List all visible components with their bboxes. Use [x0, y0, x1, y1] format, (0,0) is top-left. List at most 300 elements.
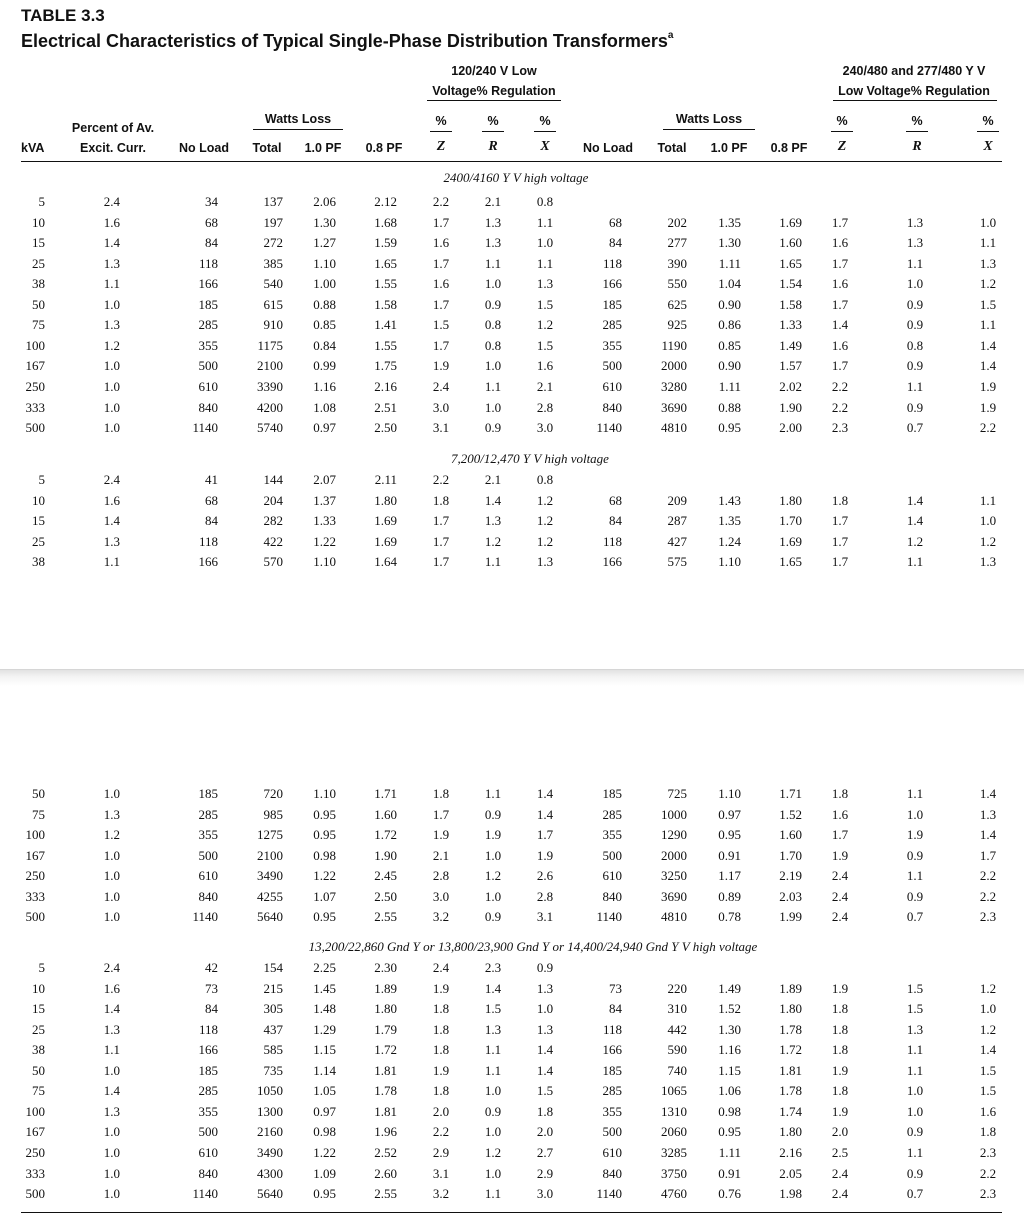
cell-kva: 333	[25, 399, 45, 415]
cell-z-l: 2.0	[432, 1103, 450, 1119]
cell-kva: 75	[32, 1083, 45, 1099]
cell-total-l: 197	[263, 214, 283, 230]
cell-x-l: 1.7	[536, 827, 554, 843]
cell-total-r: 202	[667, 214, 687, 230]
cell-kva: 333	[25, 1165, 45, 1181]
cell-pf08-l: 1.81	[374, 1103, 397, 1119]
cell-total-l: 5640	[257, 909, 283, 925]
cell-total-r: 2000	[661, 358, 687, 374]
cell-noload-r: 166	[602, 554, 622, 570]
cell-r-r: 0.7	[906, 420, 924, 436]
watts-loss-left-underline	[253, 129, 343, 130]
cell-r-r: 1.1	[906, 1042, 924, 1058]
cell-x-l: 1.2	[536, 317, 554, 333]
cell-total-l: 2100	[257, 358, 283, 374]
cell-r-r: 1.4	[906, 513, 924, 529]
cell-pf08-r: 1.71	[779, 786, 802, 801]
cell-pf10-r: 0.98	[718, 1103, 741, 1119]
cell-r-r: 0.9	[906, 399, 924, 415]
cell-r-l: 1.0	[484, 358, 502, 374]
cell-pf08-l: 2.11	[374, 472, 397, 487]
cell-z-l: 3.0	[432, 888, 450, 904]
cell-x-r: 1.5	[979, 296, 997, 312]
cell-pf10-l: 1.05	[313, 1083, 336, 1099]
cell-pf10-l: 1.45	[313, 980, 336, 996]
cell-x-r: 1.2	[979, 1021, 997, 1037]
cell-noload-l: 73	[205, 980, 218, 996]
cell-kva: 250	[25, 379, 45, 394]
cell-z-l: 1.8	[432, 1021, 450, 1037]
cell-x-l: 0.9	[536, 960, 554, 975]
cell-pf08-l: 2.55	[374, 909, 397, 925]
cell-z-l: 2.9	[432, 1145, 450, 1160]
cell-noload-r: 355	[602, 337, 622, 353]
cell-pf10-r: 1.10	[718, 786, 741, 801]
cell-kva: 5	[38, 194, 45, 209]
cell-x-r: 1.3	[979, 806, 997, 822]
cell-pf10-l: 0.85	[313, 317, 336, 333]
cell-pf10-l: 0.97	[313, 420, 336, 436]
cell-total-l: 5640	[257, 1186, 283, 1201]
cell-pf08-l: 2.55	[374, 1186, 397, 1201]
cell-pf08-r: 1.80	[779, 1001, 802, 1017]
col-pf10-left: 1.0 PF	[304, 141, 342, 155]
cell-excit: 1.6	[103, 980, 120, 996]
cell-z-l: 1.7	[432, 296, 450, 312]
cell-z-r: 1.7	[831, 827, 849, 843]
cell-total-r: 740	[667, 1062, 687, 1078]
cell-noload-r: 185	[602, 296, 622, 312]
cell-z-l: 1.7	[432, 554, 450, 570]
cell-pf08-l: 1.75	[374, 358, 397, 374]
cell-kva: 75	[32, 317, 45, 333]
cell-r-r: 1.1	[906, 1145, 924, 1160]
cell-noload-r: 1140	[596, 420, 622, 436]
cell-x-l: 3.0	[536, 1186, 554, 1201]
cell-z-r: 1.8	[831, 492, 849, 508]
cell-pf10-l: 1.10	[313, 786, 336, 801]
cell-z-l: 3.0	[432, 399, 450, 415]
cell-z-l: 3.2	[432, 909, 450, 925]
cell-pf08-l: 1.79	[374, 1021, 397, 1037]
percent-av-line1: Percent of Av.	[71, 121, 155, 135]
cell-pf10-r: 1.24	[718, 533, 741, 549]
cell-pf08-r: 1.99	[779, 909, 802, 925]
cell-x-r: 1.9	[979, 399, 997, 415]
cell-excit: 1.3	[103, 1103, 120, 1119]
percent-r-right: %	[911, 114, 923, 128]
cell-total-l: 735	[263, 1062, 283, 1078]
cell-x-r: 2.2	[979, 1165, 997, 1181]
cell-x-r: 1.7	[979, 847, 997, 863]
cell-noload-l: 166	[198, 554, 218, 570]
cell-z-l: 1.8	[432, 492, 450, 508]
cell-noload-l: 610	[198, 1145, 218, 1160]
cell-excit: 1.0	[103, 296, 120, 312]
cell-r-l: 1.4	[484, 492, 502, 508]
cell-z-r: 1.7	[831, 513, 849, 529]
cell-z-l: 1.7	[432, 337, 450, 353]
cell-pf08-l: 1.69	[374, 513, 397, 529]
footnote-marker: a	[667, 30, 674, 41]
cell-x-l: 1.4	[536, 806, 554, 822]
cell-total-r: 2000	[661, 847, 687, 863]
cell-pf10-r: 0.95	[718, 420, 741, 436]
cell-pf10-r: 0.95	[718, 827, 741, 843]
cell-total-l: 2100	[257, 847, 283, 863]
cell-total-r: 1000	[661, 806, 687, 822]
cell-x-r: 1.1	[979, 317, 997, 333]
cell-x-l: 1.2	[536, 513, 554, 529]
cell-r-l: 1.2	[484, 868, 502, 884]
cell-x-r: 1.4	[979, 358, 997, 374]
cell-z-l: 2.2	[432, 1124, 450, 1140]
cell-excit: 1.0	[103, 379, 120, 394]
cell-r-l: 1.2	[484, 1145, 502, 1160]
col-z-right: Z	[837, 139, 847, 154]
cell-noload-l: 118	[198, 1021, 218, 1037]
col-z-left: Z	[436, 139, 446, 154]
cell-noload-r: 166	[602, 1042, 622, 1058]
cell-z-r: 1.4	[831, 317, 849, 333]
cell-noload-l: 610	[198, 868, 218, 884]
cell-kva: 333	[25, 888, 45, 904]
cell-r-r: 1.0	[906, 1103, 924, 1119]
cell-pf08-r: 2.02	[779, 379, 802, 394]
cell-pf08-l: 1.55	[374, 337, 397, 353]
cell-z-r: 1.9	[831, 1062, 849, 1078]
cell-total-r: 625	[667, 296, 687, 312]
cell-r-l: 1.3	[484, 214, 502, 230]
cell-noload-l: 84	[205, 513, 218, 529]
cell-pf10-r: 0.90	[718, 296, 741, 312]
cell-total-r: 4760	[661, 1186, 687, 1201]
cell-noload-l: 355	[198, 1103, 218, 1119]
cell-z-l: 1.7	[432, 214, 450, 230]
cell-total-l: 215	[263, 980, 283, 996]
cell-x-r: 1.0	[979, 214, 997, 230]
cell-kva: 167	[25, 847, 45, 863]
percent-x-left: %	[539, 114, 551, 128]
cell-total-l: 272	[263, 235, 283, 251]
cell-z-r: 1.7	[831, 255, 849, 271]
cell-pf08-l: 1.72	[374, 827, 397, 843]
cell-r-l: 2.1	[484, 472, 502, 487]
cell-pf08-l: 1.89	[374, 980, 397, 996]
cell-pf10-l: 1.10	[313, 554, 336, 570]
cell-x-l: 1.3	[536, 276, 554, 292]
cell-excit: 1.0	[103, 1124, 120, 1140]
cell-total-r: 1190	[661, 337, 687, 353]
cell-r-l: 2.1	[484, 194, 502, 209]
cell-x-r: 2.3	[979, 1186, 997, 1201]
cell-pf10-l: 0.99	[313, 358, 336, 374]
cell-r-l: 0.8	[484, 337, 502, 353]
cell-pf10-l: 0.95	[313, 806, 336, 822]
cell-pf08-r: 1.60	[779, 235, 802, 251]
cell-total-r: 3750	[661, 1165, 687, 1181]
cell-x-l: 2.8	[536, 399, 554, 415]
cell-total-r: 1290	[661, 827, 687, 843]
cell-pf08-r: 2.19	[779, 868, 802, 884]
cell-total-r: 925	[667, 317, 687, 333]
cell-z-l: 1.9	[432, 1062, 450, 1078]
cell-z-l: 1.7	[432, 255, 450, 271]
cell-total-r: 1065	[661, 1083, 687, 1099]
cell-kva: 15	[32, 513, 45, 529]
cell-x-r: 1.2	[979, 980, 997, 996]
cell-z-l: 1.7	[432, 806, 450, 822]
cell-noload-l: 500	[198, 847, 218, 863]
cell-z-l: 1.8	[432, 1042, 450, 1058]
cell-r-l: 0.9	[484, 1103, 502, 1119]
cell-total-l: 4200	[257, 399, 283, 415]
cell-total-r: 3690	[661, 399, 687, 415]
cell-r-r: 0.9	[906, 888, 924, 904]
cell-x-r: 1.3	[979, 554, 997, 570]
cell-noload-l: 840	[198, 888, 218, 904]
group-240-underline	[833, 100, 997, 101]
cell-noload-r: 285	[602, 806, 622, 822]
cell-z-r: 1.9	[831, 1103, 849, 1119]
cell-total-l: 3390	[257, 379, 283, 394]
cell-excit: 1.2	[103, 827, 120, 843]
cell-z-l: 1.6	[432, 235, 450, 251]
col-pf08-left: 0.8 PF	[365, 141, 403, 155]
table-label: TABLE 3.3	[21, 6, 105, 25]
cell-total-l: 305	[263, 1001, 283, 1017]
cell-pf08-r: 1.57	[779, 358, 802, 374]
cell-noload-r: 355	[602, 827, 622, 843]
percent-r-left: %	[487, 114, 499, 128]
cell-total-l: 3490	[257, 868, 283, 884]
cell-pf08-r: 1.81	[779, 1062, 802, 1078]
watts-loss-right: Watts Loss	[675, 112, 743, 126]
cell-z-l: 3.2	[432, 1186, 450, 1201]
cell-z-l: 1.8	[432, 1001, 450, 1017]
cell-r-l: 1.0	[484, 399, 502, 415]
cell-z-l: 1.7	[432, 533, 450, 549]
cell-noload-l: 185	[198, 786, 218, 801]
cell-noload-r: 166	[602, 276, 622, 292]
cell-total-r: 1310	[661, 1103, 687, 1119]
cell-total-r: 277	[667, 235, 687, 251]
cell-r-l: 1.1	[484, 786, 502, 801]
cell-r-l: 1.3	[484, 235, 502, 251]
cell-x-l: 1.3	[536, 980, 554, 996]
cell-total-r: 3690	[661, 888, 687, 904]
cell-excit: 1.6	[103, 214, 120, 230]
cell-z-r: 2.4	[831, 909, 849, 925]
cell-pf10-r: 0.90	[718, 358, 741, 374]
cell-excit: 1.4	[103, 235, 120, 251]
cell-noload-l: 185	[198, 1062, 218, 1078]
cell-pf08-l: 1.81	[374, 1062, 397, 1078]
cell-total-l: 3490	[257, 1145, 283, 1160]
cell-r-r: 1.9	[906, 827, 924, 843]
cell-total-l: 4300	[257, 1165, 283, 1181]
cell-excit: 1.0	[103, 399, 120, 415]
cell-noload-l: 34	[205, 194, 218, 209]
cell-r-l: 0.8	[484, 317, 502, 333]
cell-kva: 167	[25, 358, 45, 374]
cell-pf10-r: 1.49	[718, 980, 741, 996]
cell-pf08-r: 1.33	[779, 317, 802, 333]
table-title-text: Electrical Characteristics of Typical Single-Phase Distribution Transformers	[21, 31, 668, 51]
cell-pf08-r: 1.89	[779, 980, 802, 996]
cell-noload-r: 840	[602, 1165, 622, 1181]
section-label: 13,200/22,860 Gnd Y or 13,800/23,900 Gnd Y or 14,400/24,940 Gnd Y V high voltage	[308, 939, 758, 954]
cell-total-r: 442	[667, 1021, 687, 1037]
cell-noload-r: 355	[602, 1103, 622, 1119]
percent-underline	[831, 131, 853, 132]
cell-total-l: 137	[263, 194, 283, 209]
cell-excit: 2.4	[103, 960, 120, 975]
cell-noload-l: 285	[198, 317, 218, 333]
cell-pf08-l: 2.52	[374, 1145, 397, 1160]
cell-pf08-l: 2.50	[374, 888, 397, 904]
cell-r-r: 0.9	[906, 1124, 924, 1140]
cell-pf10-r: 1.11	[718, 379, 741, 394]
cell-total-l: 1175	[257, 337, 283, 353]
cell-r-l: 1.0	[484, 847, 502, 863]
cell-noload-l: 68	[205, 492, 218, 508]
cell-total-r: 4810	[661, 909, 687, 925]
cell-pf10-l: 1.15	[313, 1042, 336, 1058]
percent-z-right: %	[836, 114, 848, 128]
cell-noload-r: 118	[602, 255, 622, 271]
cell-excit: 1.6	[103, 492, 120, 508]
cell-total-l: 385	[263, 255, 283, 271]
cell-pf10-r: 1.35	[718, 214, 741, 230]
cell-noload-r: 285	[602, 317, 622, 333]
cell-pf10-r: 0.97	[718, 806, 741, 822]
section-label: 2400/4160 Y V high voltage	[443, 170, 589, 185]
cell-noload-r: 185	[602, 1062, 622, 1078]
cell-noload-l: 355	[198, 337, 218, 353]
cell-noload-l: 84	[205, 235, 218, 251]
cell-pf08-r: 1.58	[779, 296, 802, 312]
section-label: 7,200/12,470 Y V high voltage	[451, 451, 609, 466]
cell-total-l: 985	[263, 806, 283, 822]
cell-x-r: 1.4	[979, 827, 997, 843]
cell-x-r: 2.2	[979, 888, 997, 904]
cell-kva: 50	[32, 296, 45, 312]
cell-excit: 1.0	[103, 888, 120, 904]
cell-noload-l: 1140	[192, 1186, 218, 1201]
cell-noload-l: 500	[198, 358, 218, 374]
cell-pf10-l: 2.25	[313, 960, 336, 975]
cell-pf08-l: 1.96	[374, 1124, 397, 1140]
cell-pf10-l: 1.29	[313, 1021, 336, 1037]
cell-r-l: 1.1	[484, 1186, 502, 1201]
cell-excit: 1.3	[103, 317, 120, 333]
cell-r-r: 0.7	[906, 909, 924, 925]
cell-r-r: 1.1	[906, 786, 924, 801]
cell-excit: 1.0	[103, 1062, 120, 1078]
cell-pf10-r: 0.89	[718, 888, 741, 904]
table-bottom-rule	[21, 1212, 1002, 1213]
group-240-line2: Low Voltage% Regulation	[838, 84, 990, 98]
cell-x-l: 2.0	[536, 1124, 554, 1140]
cell-total-l: 1275	[257, 827, 283, 843]
cell-z-r: 1.9	[831, 847, 849, 863]
cell-r-r: 0.9	[906, 317, 924, 333]
cell-z-l: 1.9	[432, 980, 450, 996]
cell-excit: 1.3	[103, 533, 120, 549]
percent-z-left: %	[435, 114, 447, 128]
percent-underline	[906, 131, 928, 132]
cell-excit: 1.0	[103, 909, 120, 925]
cell-r-l: 0.9	[484, 296, 502, 312]
cell-pf10-l: 1.16	[313, 379, 336, 394]
cell-z-r: 2.0	[831, 1124, 849, 1140]
cell-r-l: 0.9	[484, 420, 502, 436]
cell-pf08-l: 2.30	[374, 960, 397, 975]
cell-x-l: 0.8	[536, 194, 554, 209]
cell-r-r: 1.1	[906, 554, 924, 570]
cell-z-l: 2.1	[432, 847, 450, 863]
cell-z-l: 3.1	[432, 1165, 450, 1181]
percent-underline	[482, 131, 504, 132]
cell-total-r: 4810	[661, 420, 687, 436]
cell-pf08-r: 1.69	[779, 533, 802, 549]
cell-r-l: 0.9	[484, 806, 502, 822]
cell-z-l: 2.2	[432, 472, 450, 487]
cell-x-r: 1.6	[979, 1103, 997, 1119]
cell-pf08-r: 1.70	[779, 513, 802, 529]
cell-pf08-l: 1.64	[374, 554, 397, 570]
cell-z-l: 1.8	[432, 786, 450, 801]
cell-excit: 2.4	[103, 194, 120, 209]
cell-noload-l: 41	[205, 472, 218, 487]
cell-x-r: 1.1	[979, 235, 997, 251]
cell-x-l: 1.1	[536, 255, 554, 271]
cell-noload-r: 610	[602, 379, 622, 394]
cell-x-l: 1.3	[536, 554, 554, 570]
cell-pf08-r: 1.78	[779, 1083, 802, 1099]
cell-z-l: 1.9	[432, 827, 450, 843]
cell-x-l: 1.5	[536, 1083, 554, 1099]
cell-z-r: 1.7	[831, 554, 849, 570]
cell-x-r: 1.0	[979, 513, 997, 529]
cell-kva: 10	[32, 980, 45, 996]
cell-x-r: 1.1	[979, 492, 997, 508]
cell-pf10-l: 1.22	[313, 533, 336, 549]
cell-pf10-l: 1.48	[313, 1001, 336, 1017]
col-r-left: R	[488, 139, 498, 154]
cell-kva: 50	[32, 786, 45, 801]
cell-x-r: 2.3	[979, 909, 997, 925]
cell-pf08-r: 1.65	[779, 554, 802, 570]
col-x-left: X	[540, 139, 550, 154]
cell-kva: 100	[25, 1103, 45, 1119]
cell-r-r: 1.3	[906, 1021, 924, 1037]
cell-x-l: 1.0	[536, 235, 554, 251]
cell-x-r: 1.4	[979, 337, 997, 353]
cell-r-r: 0.9	[906, 847, 924, 863]
cell-pf08-l: 1.60	[374, 806, 397, 822]
cell-pf10-r: 1.35	[718, 513, 741, 529]
cell-r-l: 1.2	[484, 533, 502, 549]
cell-noload-r: 610	[602, 1145, 622, 1160]
cell-z-l: 1.9	[432, 358, 450, 374]
cell-pf08-r: 2.05	[779, 1165, 802, 1181]
col-r-right: R	[912, 139, 922, 154]
col-pf08-right: 0.8 PF	[770, 141, 808, 155]
cell-z-l: 1.5	[432, 317, 450, 333]
cell-total-l: 5740	[257, 420, 283, 436]
